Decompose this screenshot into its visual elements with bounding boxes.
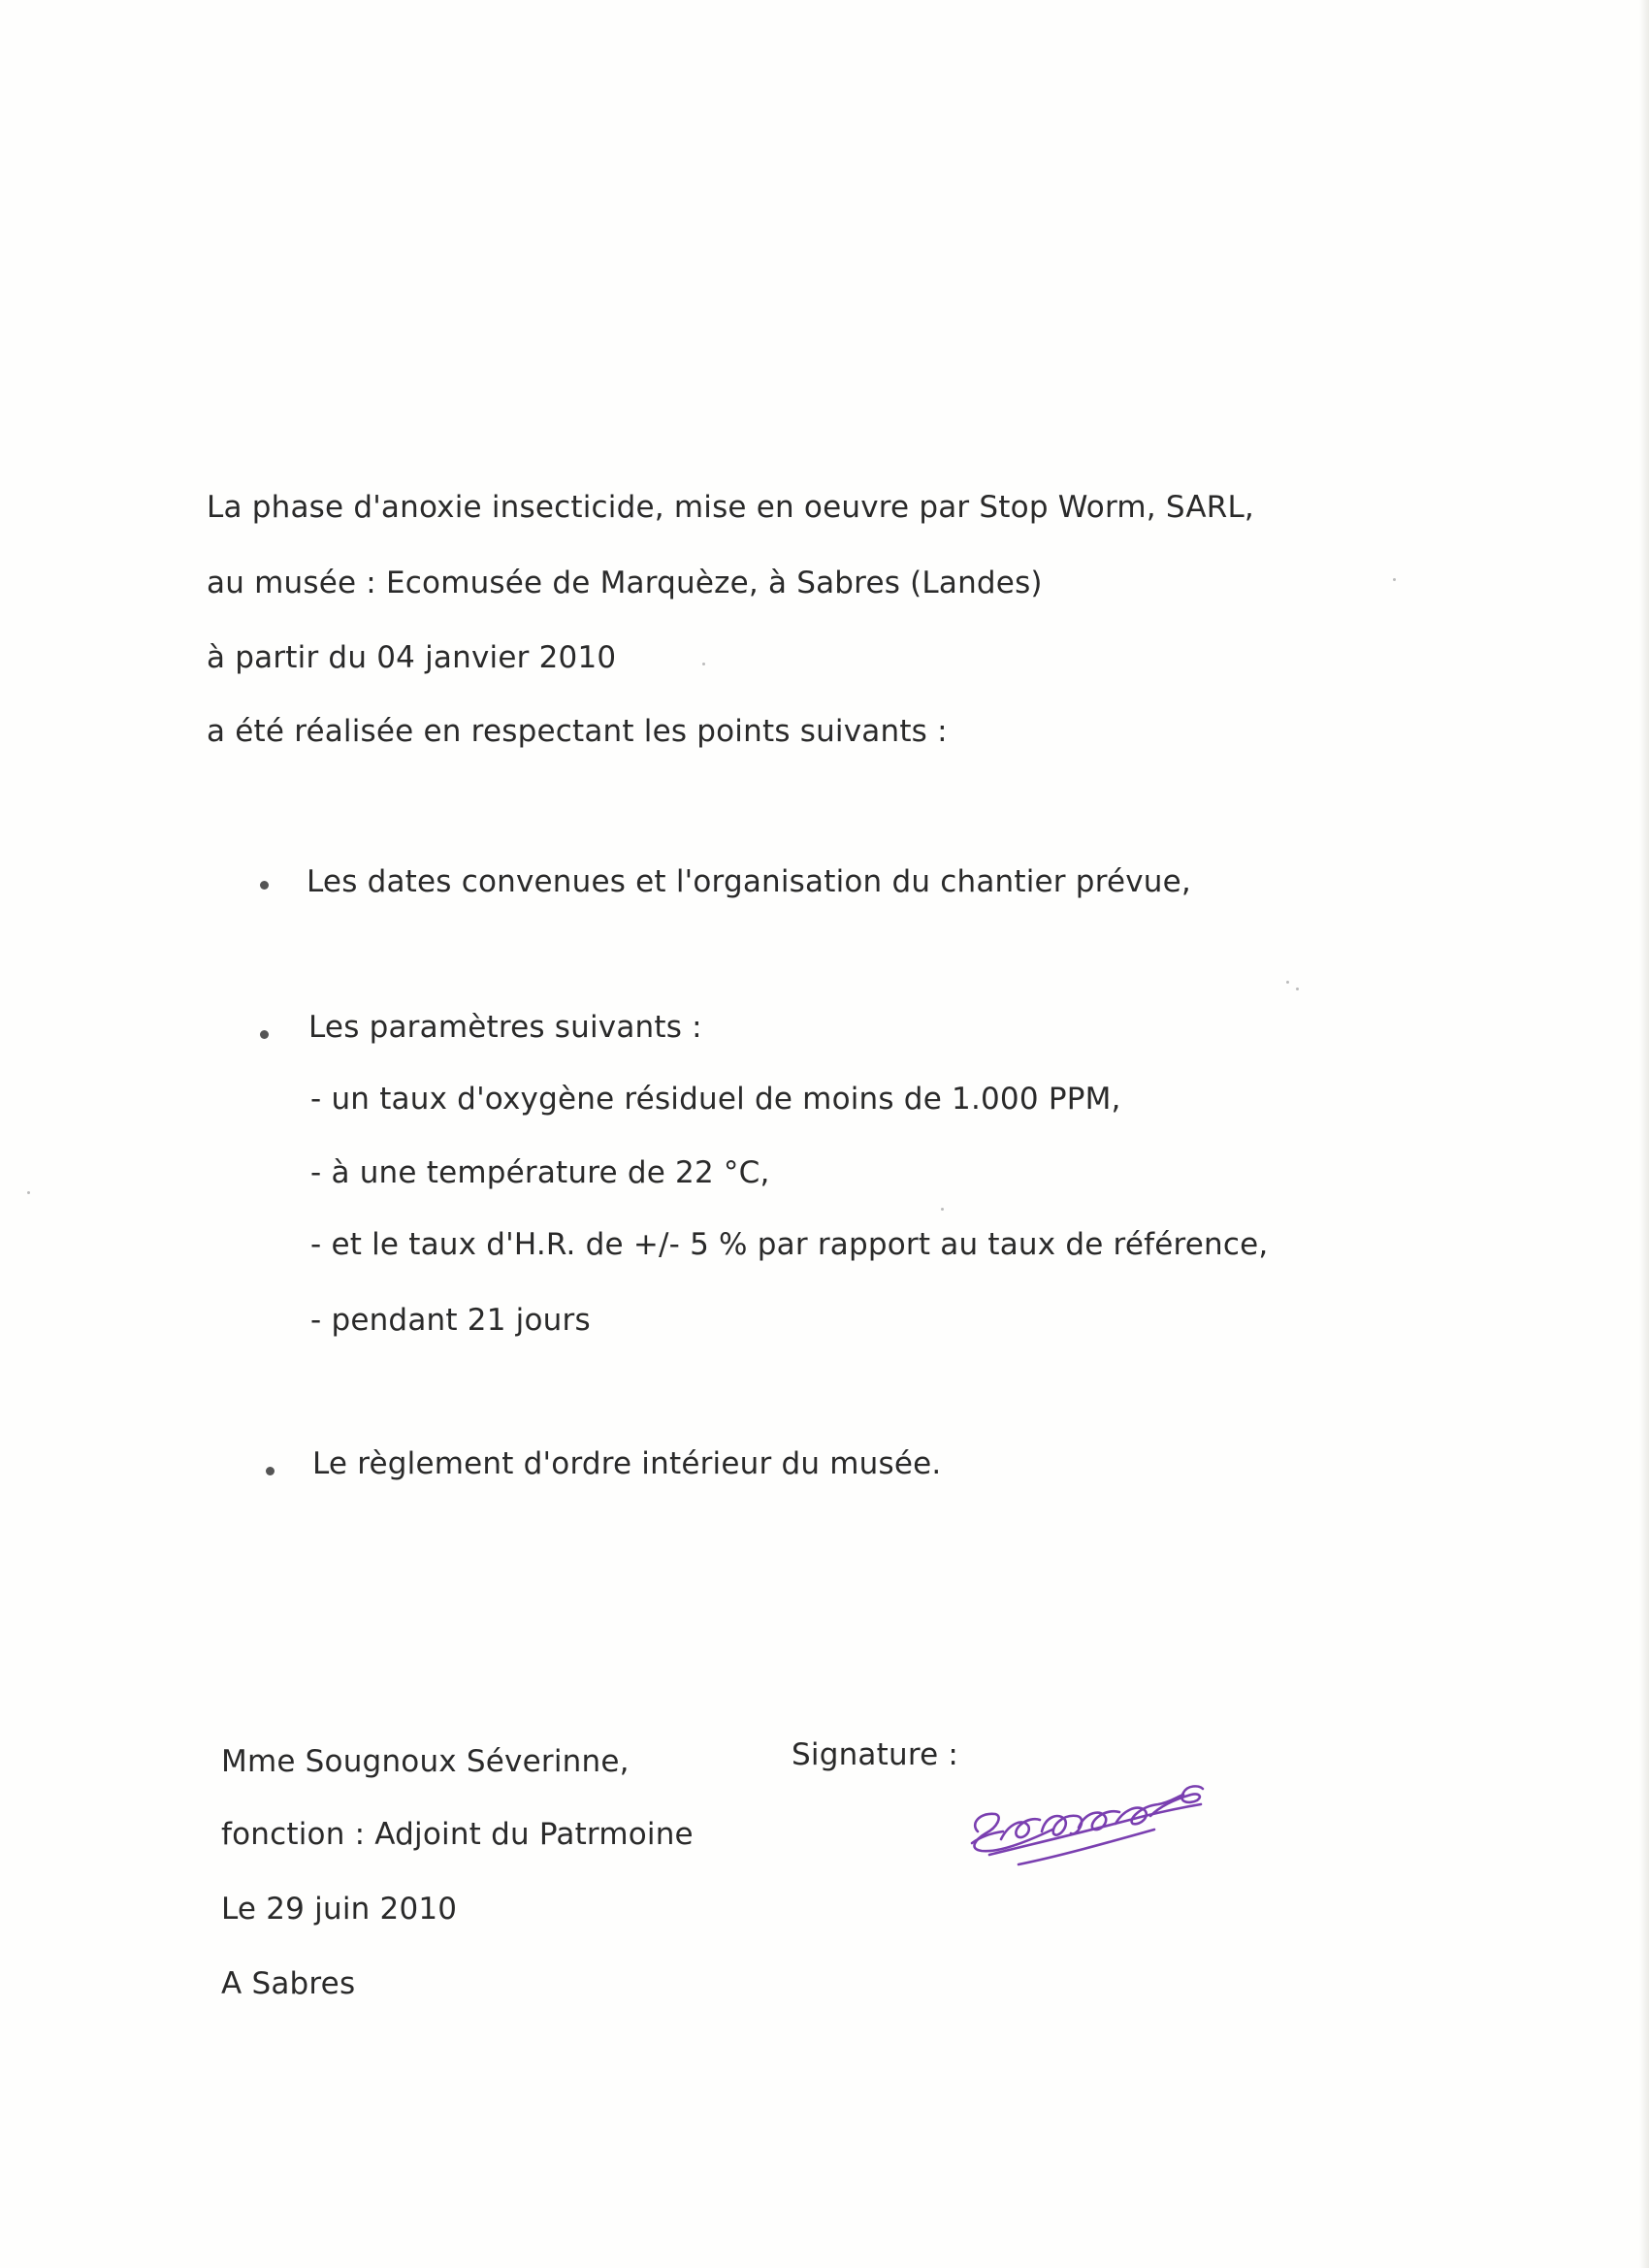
bullet-icon: [266, 1467, 275, 1475]
parameter-duration: - pendant 21 jours: [310, 1303, 591, 1338]
point-rules: Le règlement d'ordre intérieur du musée.: [312, 1446, 942, 1481]
parameter-humidity: - et le taux d'H.R. de +/- 5 % par rapport au taux de référence,: [310, 1227, 1269, 1262]
signature-label: Signature :: [792, 1737, 959, 1772]
scan-speck: [1296, 988, 1299, 990]
scan-speck: [702, 663, 705, 665]
bullet-icon: [260, 1030, 269, 1039]
parameter-temperature: - à une température de 22 °C,: [310, 1155, 770, 1190]
parameter-oxygen: - un taux d'oxygène résiduel de moins de 1.000 PPM,: [310, 1082, 1121, 1117]
point-parameters: Les paramètres suivants :: [308, 1010, 702, 1045]
scan-speck: [1393, 578, 1396, 581]
intro-line-3: à partir du 04 janvier 2010: [207, 640, 617, 675]
point-dates: Les dates convenues et l'organisation du chantier prévue,: [307, 864, 1191, 899]
intro-line-1: La phase d'anoxie insecticide, mise en oeuvre par Stop Worm, SARL,: [207, 490, 1254, 525]
signature-place: A Sabres: [221, 1966, 356, 2001]
scan-speck: [941, 1208, 944, 1211]
scan-speck: [27, 1191, 30, 1194]
signatory-name: Mme Sougnoux Séverinne,: [221, 1744, 630, 1779]
intro-line-2: au musée : Ecomusée de Marquèze, à Sabres (Landes): [207, 566, 1043, 600]
signatory-function: fonction : Adjoint du Patrmoine: [221, 1817, 694, 1852]
intro-line-4: a été réalisée en respectant les points suivants :: [207, 714, 948, 749]
signature-date: Le 29 juin 2010: [221, 1892, 458, 1927]
bullet-icon: [260, 881, 269, 890]
scan-speck: [1286, 981, 1289, 984]
handwritten-signature: [960, 1756, 1212, 1877]
page-edge-shadow: [1639, 0, 1649, 2268]
